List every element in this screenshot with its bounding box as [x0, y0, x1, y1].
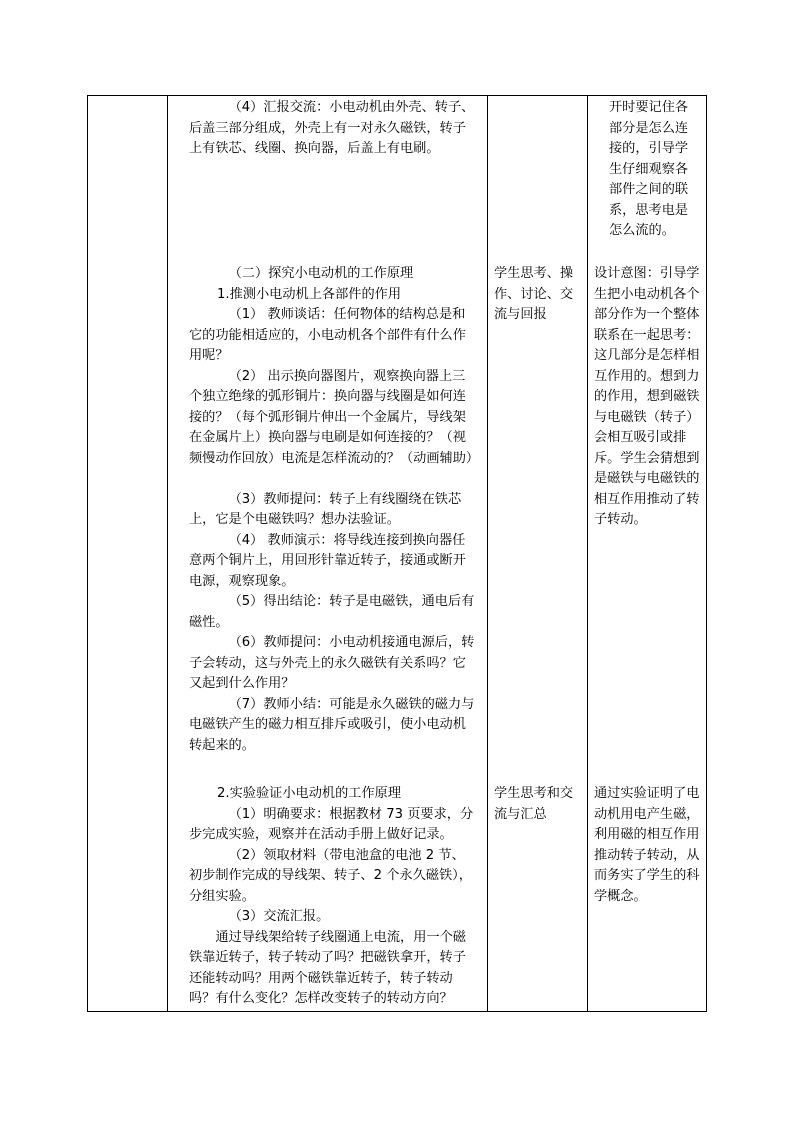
row2-student-text: 学生思考、操作、讨论、交流与回报 — [494, 266, 574, 322]
row2-paragraph: （7）教师小结：可能是永久磁铁的磁力与电磁铁产生的磁力相互排斥或吸引，使小电动机转起来的。 — [189, 696, 475, 753]
row3-paragraph: （3）交流汇报。 — [228, 909, 330, 924]
row2-paragraph: （2） 出示换向器图片，观察换向器上三个独立绝缘的弧形铜片：换向器与线圈是如何连接的？（每个弧形铜片伸出一个金属片，导线架在金属片上）换向器与电刷是如何连接的？（视频慢动作回放）电流是怎样流动的？（动画辅助） — [189, 368, 480, 466]
row3-content-cell — [189, 784, 477, 1010]
row3-intent-text: 通过实验证明了电动机用电产生磁，利用磁的相互作用推动转子转动，从而务实了学生的科学概念。 — [594, 786, 700, 904]
row2-student-cell — [494, 264, 582, 326]
row2-intent-text: 设计意图：引导学生把小电动机各个部分作为一个整体联系在一起思考：这几部分是怎样相互作用的。想到力的作用，想到磁铁与电磁铁（转子）会相互吸引或排斥。学生会猜想到是磁铁与电磁铁的相互作用推动了转子转动。 — [594, 266, 700, 527]
row2-paragraph: （5）得出结论：转子是电磁铁，通电后有磁性。 — [189, 594, 475, 630]
column-divider — [587, 96, 588, 1011]
lesson-plan-table — [87, 95, 707, 1012]
row2-paragraph: （1） 教师谈话：任何物体的结构总是和它的功能相适应的，小电动机各个部件有什么作用呢？ — [189, 307, 466, 363]
row2-paragraph: （6）教师提问：小电动机接通电源后，转子会转动，这与外壳上的永久磁铁有关系吗？它又起到什么作用？ — [189, 635, 475, 691]
row2-paragraph: （4） 教师演示：将导线连接到换向器任意两个铜片上，用回形针靠近转子，接通或断开电源，观察现象。 — [189, 532, 466, 589]
row3-intent-cell — [594, 784, 700, 907]
column-divider — [167, 96, 168, 1011]
row1-paragraph: （4）汇报交流：小电动机由外壳、转子、后盖三部分组成，外壳上有一对永久磁铁，转子上有铁芯、线圈、换向器，后盖上有电刷。 — [189, 100, 475, 156]
row3-student-text: 学生思考和交流与汇总 — [494, 786, 574, 822]
row2-content-cell — [189, 264, 480, 756]
row1-intent-cell — [609, 98, 701, 242]
row3-paragraph: （1）明确要求：根据教材 73 页要求，分步完成实验，观察并在活动手册上做好记录。 — [189, 806, 474, 842]
row3-student-cell — [494, 784, 582, 825]
section-title: （二）探究小电动机的工作原理 — [228, 266, 414, 281]
row2-paragraph: （3）教师提问：转子上有线圈绕在铁芯上，它是个电磁铁吗？想办法验证。 — [189, 491, 462, 527]
column-divider — [487, 96, 488, 1011]
row1-content-cell — [189, 98, 477, 160]
subsection-title: 2.实验验证小电动机的工作原理 — [217, 786, 402, 801]
row2-intent-cell — [594, 264, 700, 531]
subsection-title: 1.推测小电动机上各部件的作用 — [217, 286, 402, 302]
row3-paragraph: 通过导线架给转子线圈通上电流，用一个磁铁靠近转子，转子转动了吗？把磁铁拿开，转子还能转动吗？用两个磁铁靠近转子，转子转动吗？有什么变化？怎样改变转子的转动方向？ — [189, 929, 466, 1006]
row3-paragraph: （2）领取材料（带电池盒的电池 2 节、初步制作完成的导线架、转子、2 个永久磁铁），分组实验。 — [189, 847, 472, 904]
row1-intent-text: 开时要记住各部分是怎么连接的，引导学生仔细观察各部件之间的联系，思考电是怎么流的。 — [609, 100, 689, 238]
